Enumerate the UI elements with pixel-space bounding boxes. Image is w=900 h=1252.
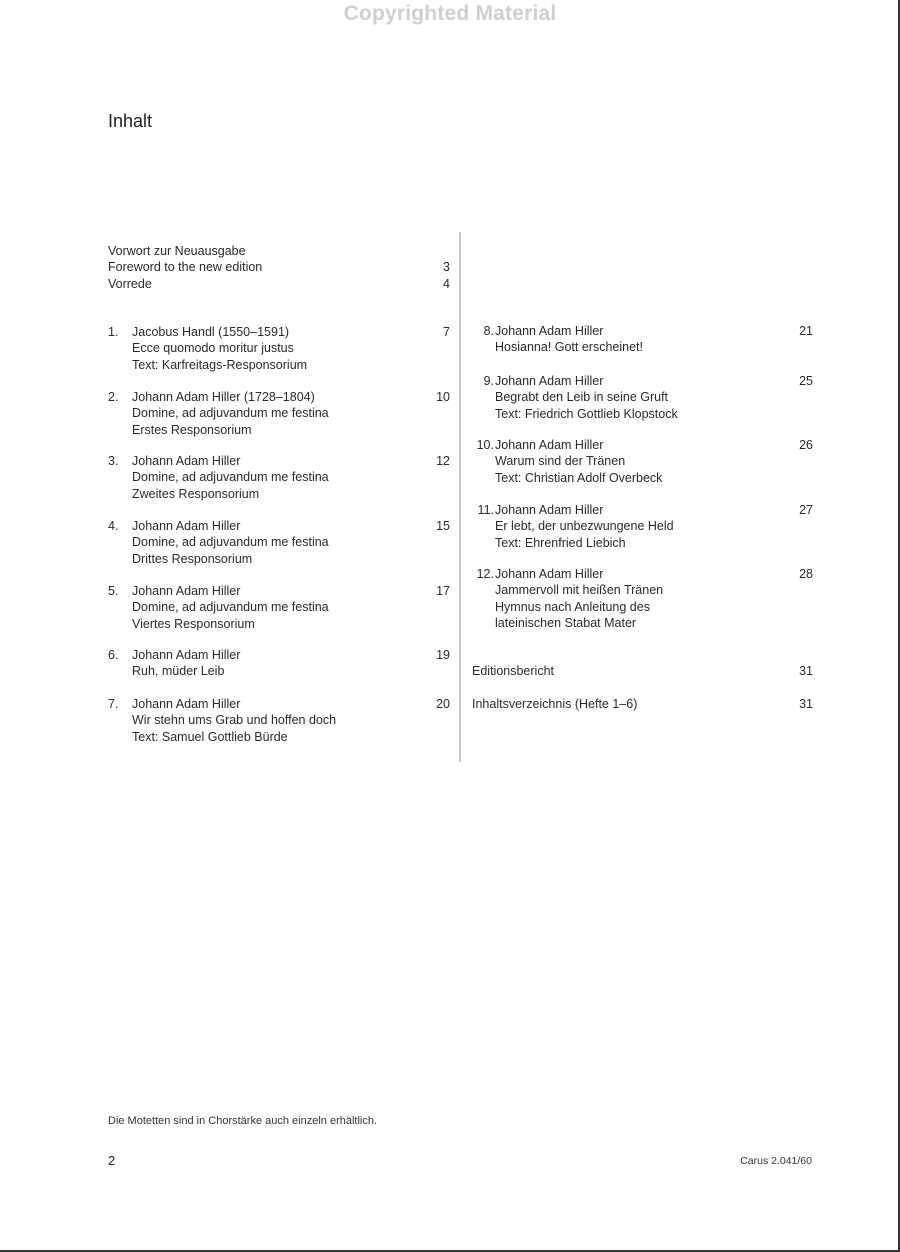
toc-entry	[108, 259, 450, 275]
entry-subtitle: Erstes Responsorium	[132, 422, 252, 437]
entry-subtitle: Ruh, müder Leib	[132, 664, 225, 679]
toc-entry	[472, 663, 813, 679]
entry-title: Johann Adam Hiller	[132, 697, 241, 711]
entry-text	[495, 566, 663, 631]
entry-title: Johann Adam Hiller	[495, 503, 604, 517]
entry-text	[108, 276, 152, 292]
entry-page-number: 10	[436, 390, 450, 404]
entry-page-number: 12	[436, 454, 450, 468]
entry-page-number: 20	[436, 697, 450, 711]
catalog-number: Carus 2.041/60	[740, 1155, 812, 1167]
column-divider	[459, 232, 461, 762]
toc-entry	[472, 502, 813, 551]
entry-number: 11.	[477, 503, 494, 517]
toc-entry	[108, 324, 450, 373]
entry-title: Johann Adam Hiller	[495, 324, 604, 338]
entry-page-number: 31	[799, 697, 813, 711]
entry-text	[495, 502, 674, 551]
entry-title: Johann Adam Hiller	[495, 567, 604, 581]
entry-subtitle: Viertes Responsorium	[132, 616, 255, 631]
entry-number: 9.	[483, 374, 494, 388]
toc-entry	[472, 566, 813, 631]
entry-text	[472, 663, 554, 679]
entry-title: Foreword to the new edition	[108, 260, 263, 275]
toc-entry	[108, 696, 450, 745]
entry-subtitle: Wir stehn ums Grab und hoffen doch	[132, 713, 337, 728]
entry-subtitle: Warum sind der Tränen	[495, 454, 626, 469]
entry-text	[472, 696, 637, 712]
entry-subtitle: Zweites Responsorium	[132, 486, 260, 501]
entry-number: 1.	[108, 325, 119, 339]
entry-subtitle: Domine, ad adjuvandum me festina	[132, 600, 329, 615]
entry-subtitle: Hosianna! Gott erscheinet!	[495, 340, 643, 355]
entry-title: Johann Adam Hiller	[132, 648, 241, 662]
entry-text	[495, 373, 678, 422]
entry-text	[132, 324, 307, 373]
entry-page-number: 25	[799, 374, 813, 388]
entry-page-number: 7	[443, 325, 450, 339]
entry-subtitle: Hymnus nach Anleitung des	[495, 599, 650, 614]
entry-number: 10.	[476, 438, 494, 452]
entry-text	[495, 323, 643, 356]
entry-subtitle: Domine, ad adjuvandum me festina	[132, 406, 329, 421]
toc-entry	[108, 276, 450, 292]
entry-number: 12.	[476, 567, 494, 581]
entry-number: 7.	[108, 697, 119, 711]
entry-text	[108, 259, 262, 275]
entry-page-number: 27	[799, 503, 813, 517]
entry-title: Johann Adam Hiller	[132, 454, 241, 468]
entry-subtitle: Text: Ehrenfried Liebich	[495, 535, 626, 550]
entry-text	[132, 518, 329, 567]
entry-text	[132, 647, 240, 680]
page-title: Inhalt	[108, 111, 153, 131]
entry-number: 6.	[108, 648, 119, 662]
entry-subtitle: Drittes Responsorium	[132, 551, 253, 566]
entry-number: 3.	[108, 454, 119, 468]
toc-entry	[108, 583, 450, 632]
entry-title: Johann Adam Hiller	[132, 584, 241, 598]
entry-subtitle: lateinischen Stabat Mater	[495, 615, 637, 630]
toc-entry	[108, 518, 450, 567]
entry-title: Johann Adam Hiller (1728–1804)	[132, 390, 315, 404]
toc-entry	[108, 647, 450, 680]
entry-title: Johann Adam Hiller	[132, 519, 241, 533]
toc-entry	[472, 323, 813, 356]
entry-number: 8.	[483, 324, 494, 338]
entry-page-number: 17	[436, 584, 450, 598]
toc-entry	[108, 243, 450, 259]
entry-number: 5.	[108, 584, 119, 598]
entry-page-number: 26	[799, 438, 813, 452]
entry-title: Vorwort zur Neuausgabe	[108, 244, 246, 258]
toc-entry	[472, 373, 813, 422]
entry-number: 4.	[108, 519, 119, 533]
entry-subtitle: Ecce quomodo moritur justus	[132, 341, 294, 356]
entry-subtitle: Text: Christian Adolf Overbeck	[495, 470, 663, 485]
entry-title: Vorrede	[108, 276, 152, 291]
entry-subtitle: Begrabt den Leib in seine Gruft	[495, 390, 669, 405]
entry-title: Inhaltsverzeichnis (Hefte 1–6)	[472, 697, 638, 711]
entry-text	[495, 437, 662, 486]
entry-subtitle: Er lebt, der unbezwungene Held	[495, 519, 674, 534]
entry-title: Jacobus Handl (1550–1591)	[132, 325, 290, 339]
entry-page-number: 19	[436, 648, 450, 662]
entry-page-number: 31	[799, 664, 813, 678]
entry-page-number: 4	[443, 276, 450, 291]
page-number: 2	[108, 1153, 116, 1168]
copyright-watermark: Copyrighted Material	[343, 2, 557, 25]
entry-page-number: 3	[443, 260, 450, 275]
entry-page-number: 21	[799, 324, 813, 338]
entry-subtitle: Text: Friedrich Gottlieb Klopstock	[495, 406, 678, 421]
toc-entry	[108, 389, 450, 438]
entry-subtitle: Jammervoll mit heißen Tränen	[495, 583, 664, 598]
entry-text	[132, 389, 329, 438]
footnote: Die Motetten sind in Chorstärke auch einzeln erhältlich.	[108, 1115, 378, 1127]
entry-text	[132, 453, 329, 502]
entry-title: Editionsbericht	[472, 664, 554, 678]
entry-number: 2.	[108, 390, 119, 404]
entry-subtitle: Domine, ad adjuvandum me festina	[132, 470, 329, 485]
entry-page-number: 28	[799, 567, 813, 581]
entry-text	[132, 583, 329, 632]
toc-entry	[108, 453, 450, 502]
toc-entry	[472, 437, 813, 486]
entry-page-number: 15	[436, 519, 450, 533]
entry-subtitle: Domine, ad adjuvandum me festina	[132, 535, 329, 550]
entry-title: Johann Adam Hiller	[495, 438, 604, 452]
entry-title: Johann Adam Hiller	[495, 374, 604, 388]
entry-subtitle: Text: Samuel Gottlieb Bürde	[132, 729, 288, 744]
entry-subtitle: Text: Karfreitags-Responsorium	[132, 357, 308, 372]
entry-text	[108, 243, 246, 259]
entry-text	[132, 696, 336, 745]
toc-entry	[472, 696, 813, 712]
